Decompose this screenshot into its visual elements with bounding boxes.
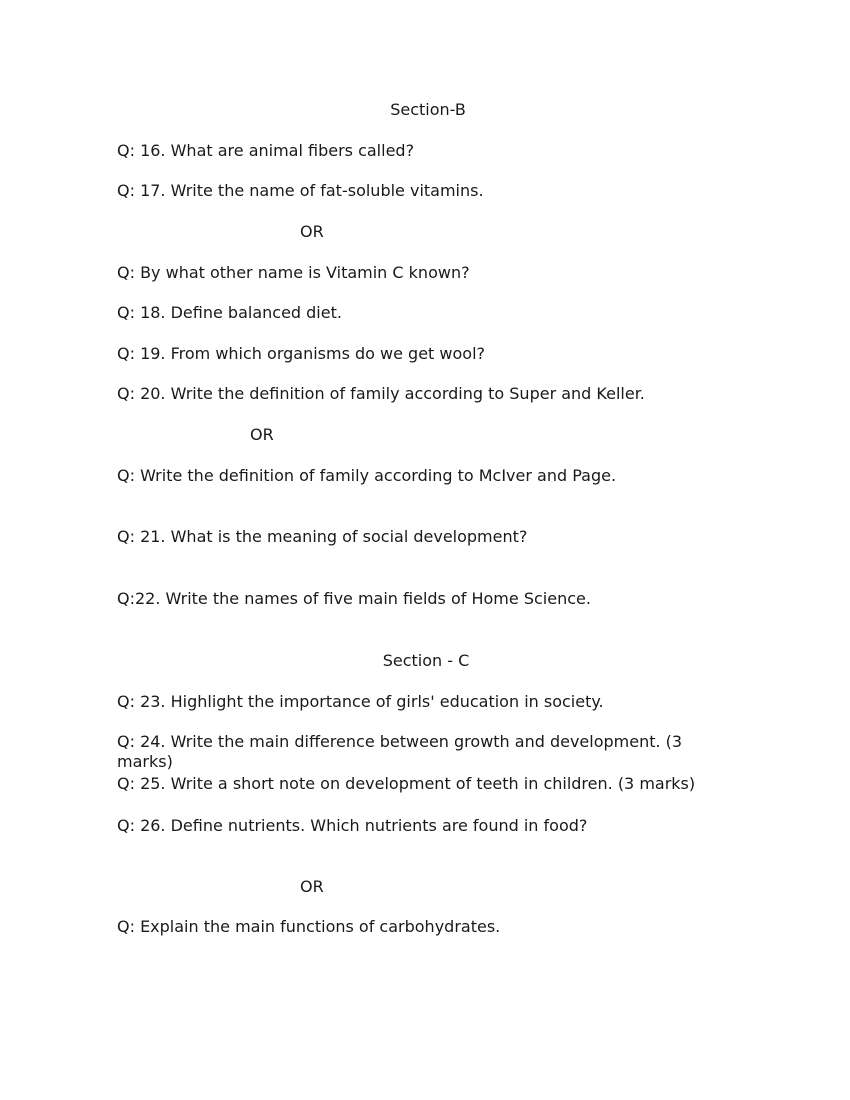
question-26-alternative: Q: Explain the main functions of carbohydrates. (117, 917, 501, 936)
question-22: Q:22. Write the names of five main fields of Home Science. (117, 589, 591, 608)
question-20-alternative: Q: Write the definition of family according to McIver and Page. (117, 466, 617, 485)
question-23: Q: 23. Highlight the importance of girls' education in society. (117, 692, 604, 711)
question-20: Q: 20. Write the definition of family according to Super and Keller. (117, 384, 645, 403)
question-25: Q: 25. Write a short note on development of teeth in children. (3 marks) (117, 774, 696, 793)
question-24: Q: 24. Write the main difference between growth and development. (3 marks) (117, 732, 683, 771)
question-21: Q: 21. What is the meaning of social development? (117, 527, 528, 546)
or-separator: OR (300, 877, 324, 896)
question-17: Q: 17. Write the name of fat-soluble vitamins. (117, 181, 484, 200)
question-26: Q: 26. Define nutrients. Which nutrients are found in food? (117, 816, 588, 835)
question-16: Q: 16. What are animal fibers called? (117, 141, 415, 160)
question-19: Q: 19. From which organisms do we get wool? (117, 344, 486, 363)
or-separator: OR (250, 425, 274, 444)
section-b-heading: Section-B (390, 100, 466, 119)
question-17-alternative: Q: By what other name is Vitamin C known? (117, 263, 470, 282)
section-c-heading: Section - C (382, 651, 470, 670)
question-18: Q: 18. Define balanced diet. (117, 303, 342, 322)
or-separator: OR (300, 222, 324, 241)
